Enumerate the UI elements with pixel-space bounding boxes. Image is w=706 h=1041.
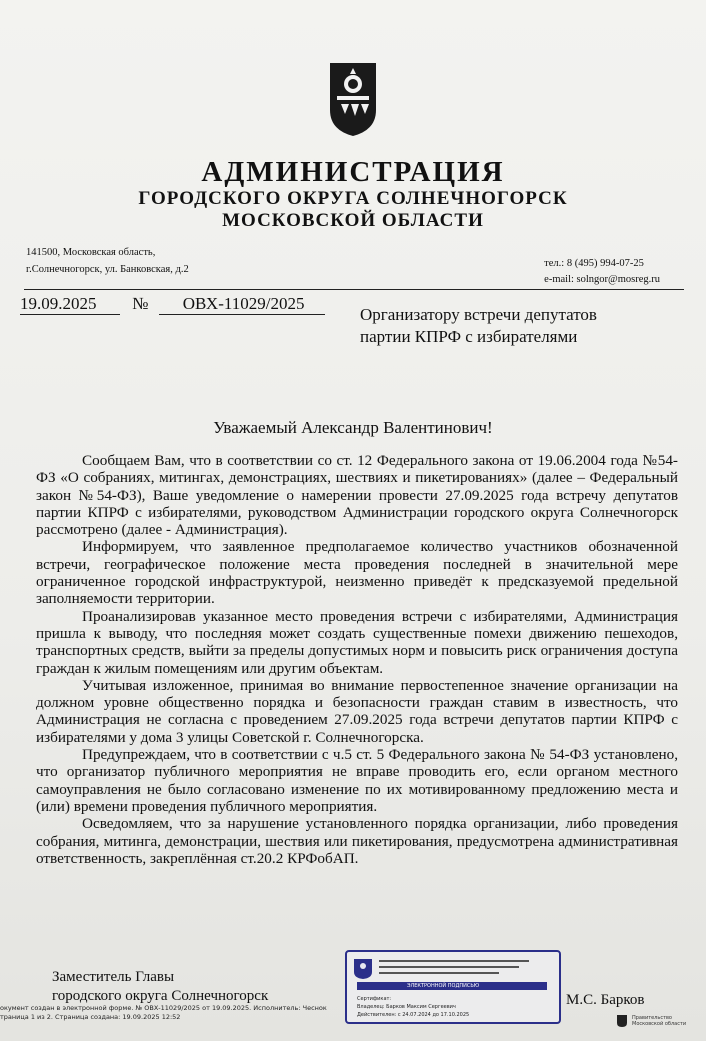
addressee-line-2: партии КПРФ с избирателями <box>360 327 578 346</box>
government-logo-icon <box>616 1014 628 1028</box>
reg-date: 19.09.2025 <box>20 294 120 315</box>
address-line-2: г.Солнечногорск, ул. Банковская, д.2 <box>26 264 189 275</box>
footer-line-1: окумент создан в электронной форме. № ОВХ-11029/2025 от 19.09.2025. Исполнитель: Чеснок <box>0 1004 327 1012</box>
stamp-text-line <box>379 966 519 968</box>
org-subtitle: ГОРОДСКОГО ОКРУГА СОЛНЕЧНОГОРСК <box>138 188 568 209</box>
electronic-signature-stamp <box>345 950 561 1024</box>
government-caption-line-2: Московской области <box>632 1021 687 1027</box>
paragraph: Информируем, что заявленное предполагаемое количество участников обозначенной встречи, географическое положение места проведения последней в значительной мере ограниченное городской инфраструктурой, неизменно приведёт к предсказуемой предельной заполняемости территории. <box>36 538 678 608</box>
addressee <box>360 304 597 348</box>
reg-number-sign: № <box>132 294 149 313</box>
signatory-name: М.С. Барков <box>566 992 645 1008</box>
footer-line-2: траница 1 из 2. Страница создана: 19.09.2025 12:52 <box>0 1013 181 1021</box>
coat-of-arms-icon <box>327 60 379 138</box>
paragraph: Сообщаем Вам, что в соответствии со ст. 12 Федерального закона от 19.06.2004 года №54-ФЗ «О собраниях, митингах, демонстрациях, шествиях и пикетированиях» (далее – Федеральный закон №54-ФЗ), Ваше уведомление о намерении провести 27.09.2025 года встречу депутатов партии КПРФ с избирателями, руководством Администрации городского округа Солнечногорск рассмотрено (далее - Администрация). <box>36 452 678 539</box>
reg-number: ОВХ-11029/2025 <box>159 294 325 315</box>
paragraph: Учитывая изложенное, принимая во внимание первостепенное значение организации на должном уровне общественно порядка и безопасности граждан ставим в известность, что Администрация не согласна с проведением 27.09.2025 года встречи депутатов партии КПРФ с избирателями у дома 3 улицы Советской г. Солнечногорска. <box>36 676 678 746</box>
email: e-mail: solngor@mosreg.ru <box>544 274 660 285</box>
position-line-2: городского округа Солнечногорск <box>52 988 269 1004</box>
stamp-cert: Сертификат: <box>357 996 392 1002</box>
salutation: Уважаемый Александр Валентинович! <box>213 418 493 437</box>
document-footer <box>0 1004 327 1022</box>
stamp-emblem-icon <box>353 958 373 980</box>
letter-body <box>36 452 678 867</box>
org-region: МОСКОВСКОЙ ОБЛАСТИ <box>222 210 484 231</box>
government-caption-line-1: Правительство <box>632 1015 672 1021</box>
stamp-band-text: ЭЛЕКТРОННОЙ ПОДПИСЬЮ <box>407 983 480 989</box>
org-title: АДМИНИСТРАЦИЯ <box>201 156 505 188</box>
address-line-1: 141500, Московская область, <box>26 247 156 258</box>
postal-address <box>26 244 189 278</box>
phone: тел.: 8 (495) 994-07-25 <box>544 258 644 269</box>
signatory-position <box>52 968 268 1006</box>
paragraph: Осведомляем, что за нарушение установленного порядка организации, либо проведения собрания, митинга, демонстрации, шествия или пикетирования, предусмотрена административная ответственность, закреплённая ст.20.2 КРФобАП. <box>36 815 678 867</box>
paragraph: Предупреждаем, что в соответствии с ч.5 ст. 5 Федерального закона № 54-ФЗ установлено, что организатор публичного мероприятия не вправе проводить его, если органом местного самоуправления не было согласовано изменение по их мотивированному предложению места и (или) времени проведения публичного мероприятия. <box>36 746 678 815</box>
stamp-owner: Владелец: Барков Максим Сергеевич <box>357 1004 456 1010</box>
paragraph: Проанализировав указанное место проведения встречи с избирателями, Администрация пришла к выводу, что последняя может создать существенные помехи движению пешеходов, транспортных средств, выйти за пределы допустимых норм и повысить риск ограничения доступа граждан к жилым помещениям или другим объектам. <box>36 607 678 677</box>
stamp-text-line <box>379 972 499 974</box>
stamp-text-line <box>379 960 529 962</box>
registration-line <box>20 294 325 315</box>
contact-info <box>544 256 660 288</box>
header-divider <box>24 289 684 290</box>
addressee-line-1: Организатору встречи депутатов <box>360 305 597 324</box>
stamp-valid: Действителен: с 24.07.2024 до 17.10.2025 <box>357 1012 470 1018</box>
government-caption <box>632 1015 686 1027</box>
position-line-1: Заместитель Главы <box>52 969 175 985</box>
